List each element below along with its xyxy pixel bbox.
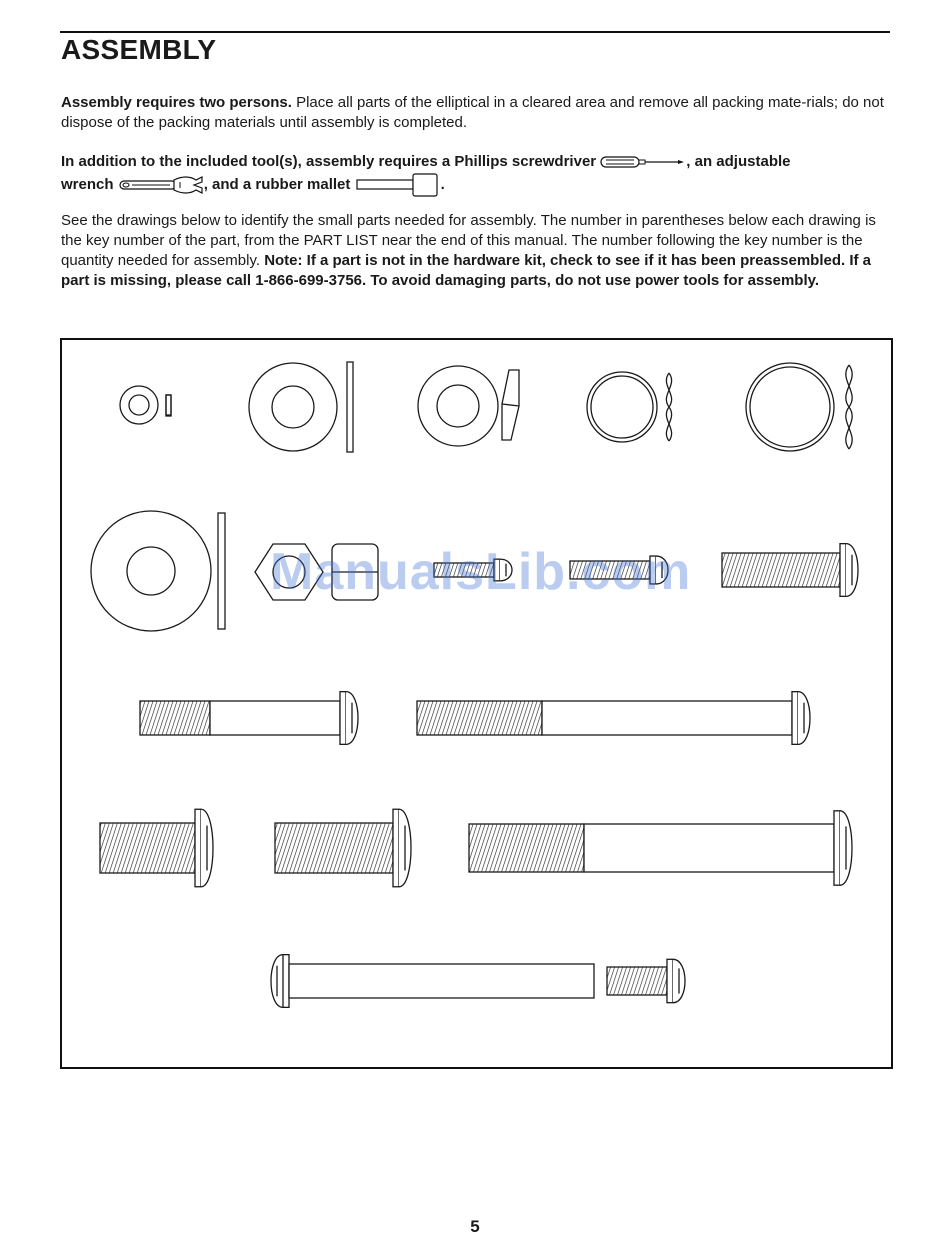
tools-text-b: , an adjustable <box>686 153 791 170</box>
tools-text-a: In addition to the included tool(s), assembly requires a Phillips screwdriver <box>61 153 597 170</box>
intro-paragraph-tools <box>61 152 891 198</box>
watermark-text: ManualsLib.com <box>270 543 692 601</box>
page-number: 5 <box>470 1217 480 1236</box>
retaining-ring-large-inner <box>750 367 830 447</box>
hardware-parts-svg <box>62 340 891 1067</box>
spring-clip-large <box>846 365 852 449</box>
small-split-washer-ring <box>120 386 158 424</box>
retaining-ring-small-outer <box>587 372 657 442</box>
long-bolt-a-shank <box>210 701 340 735</box>
retaining-ring-large-outer <box>746 363 834 451</box>
split-washer-large-gap <box>502 404 519 406</box>
retaining-ring-small-inner <box>591 376 653 438</box>
long-bolt-a-head-base <box>340 692 346 745</box>
flat-washer-large-edge <box>347 362 353 452</box>
button-bolt-long-shank <box>584 824 834 872</box>
flat-washer-xl-hole <box>127 547 175 595</box>
long-bolt-b-thread <box>417 701 542 735</box>
button-bolt-short-b-head-base <box>393 809 399 887</box>
title-rule <box>60 31 890 33</box>
long-bolt-b-shank <box>542 701 792 735</box>
long-bolt-b-head-base <box>792 692 798 745</box>
parts-text: See the drawings below to identify the small parts needed for assembly. The number in parentheses below each drawing is the key number of the part, from the PART LIST near the end of this manual. The number following the key number is the quantity needed for assembly. <box>61 212 876 269</box>
small-split-washer-hole <box>129 395 149 415</box>
flat-washer-large-ring <box>249 363 337 451</box>
button-bolt-short-a-head-base <box>195 809 201 887</box>
split-washer-large-outer <box>418 366 498 446</box>
flat-washer-large-hole <box>272 386 314 428</box>
spring-clip-small <box>666 373 671 441</box>
phillips-screwdriver-icon <box>600 155 686 169</box>
persons-text: Place all parts of the elliptical in a cleared area and remove all packing mate-rials; do not dispose of the packing materials until assembly is completed. <box>61 94 884 131</box>
small-split-washer-edge <box>166 395 171 415</box>
hardware-parts-drawing <box>60 338 893 1069</box>
button-bolt-short-b-thread <box>275 823 393 873</box>
split-washer-large-inner <box>437 385 479 427</box>
persons-bold-text: Assembly requires two persons. <box>61 94 292 111</box>
intro-paragraph-persons <box>61 93 891 133</box>
button-bolt-long-head-base <box>834 811 840 885</box>
button-screw-medium-thread <box>722 553 840 587</box>
tools-text-c: , and a rubber mallet <box>203 175 351 193</box>
adjustable-wrench-icon <box>118 174 204 196</box>
machine-screw-small-head-base <box>667 959 673 1002</box>
machine-screw-small-thread <box>607 967 667 995</box>
button-screw-medium-head-base <box>840 544 846 597</box>
rubber-mallet-icon <box>355 172 441 198</box>
axle-bolt-head-base <box>283 955 289 1008</box>
long-bolt-a-thread <box>140 701 210 735</box>
flat-washer-xl-edge <box>218 513 225 629</box>
page-title: ASSEMBLY <box>61 34 217 65</box>
flat-washer-xl-ring <box>91 511 211 631</box>
tools-wrench-word: wrench <box>61 175 114 193</box>
parts-note: Note: If a part is not in the hardware kit, check to see if it has been preassembled. If a part is missing, please call 1-866-699-3756. To avoid damaging parts, do not use power tools for assembly. <box>61 252 872 289</box>
axle-bolt-shank <box>289 964 594 998</box>
intro-paragraph-parts <box>61 211 891 291</box>
tools-text-d: . <box>440 175 445 193</box>
button-bolt-short-a-thread <box>100 823 195 873</box>
small-split-washer-twist <box>166 395 171 416</box>
button-bolt-long-thread <box>469 824 584 872</box>
